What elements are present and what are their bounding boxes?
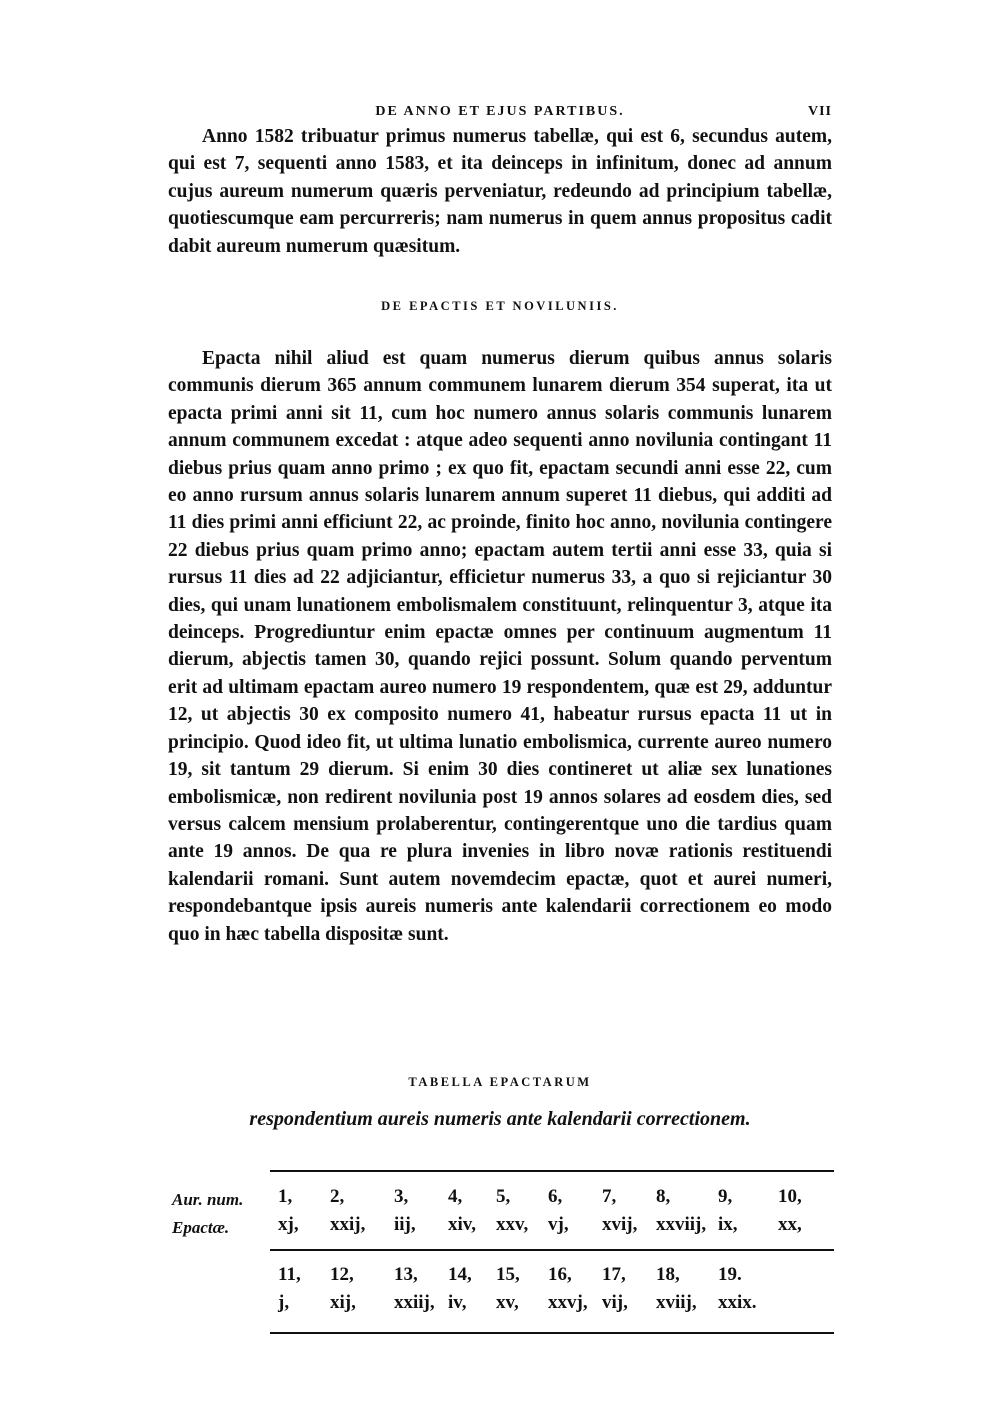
table-cell: xiv,: [448, 1214, 476, 1235]
table-cell: xxij,: [330, 1214, 366, 1235]
table-title: TABELLA EPACTARUM: [408, 1075, 592, 1089]
table-cell: 19.: [718, 1264, 742, 1285]
page-number: VII: [807, 104, 832, 119]
table-rule-top: [270, 1170, 834, 1172]
table-cell: 6,: [548, 1186, 563, 1207]
table-cell: 18,: [656, 1264, 680, 1285]
table-cell: 2,: [330, 1186, 345, 1207]
table-cell: 12,: [330, 1264, 354, 1285]
table-rule-middle: [270, 1249, 834, 1251]
row-label-epactae: Epactæ.: [172, 1218, 230, 1237]
running-head-title: DE ANNO ET EJUS PARTIBUS.: [375, 104, 625, 119]
section-heading-epacts: DE EPACTIS ET NOVILUNIIS.: [381, 299, 619, 313]
table-cell: xj,: [278, 1214, 299, 1235]
table-cell: 7,: [602, 1186, 617, 1207]
table-cell: 8,: [656, 1186, 671, 1207]
table-cell: vij,: [602, 1292, 628, 1313]
table-subtitle: respondentium aureis numeris ante kalendarii correctionem.: [249, 1108, 751, 1130]
table-cell: xij,: [330, 1292, 356, 1313]
table-rule-bottom: [270, 1332, 834, 1334]
table-cell: xx,: [778, 1214, 802, 1235]
table-cell: 13,: [394, 1264, 418, 1285]
table-cell: 9,: [718, 1186, 733, 1207]
table-cell: xviij,: [656, 1292, 697, 1313]
table-cell: xxix.: [718, 1292, 757, 1313]
table-cell: 14,: [448, 1264, 472, 1285]
table-row-epactae-1: [278, 1214, 838, 1240]
table-cell: 3,: [394, 1186, 409, 1207]
table-cell: j,: [278, 1292, 290, 1313]
table-cell: 4,: [448, 1186, 463, 1207]
table-cell: xxv,: [496, 1214, 529, 1235]
table-row-epactae-2: [278, 1292, 838, 1318]
table-cell: xxiij,: [394, 1292, 435, 1313]
table-cell: 17,: [602, 1264, 626, 1285]
table-cell: xxvj,: [548, 1292, 588, 1313]
table-cell: xvij,: [602, 1214, 638, 1235]
table-cell: 11,: [278, 1264, 301, 1285]
table-cell: iv,: [448, 1292, 467, 1313]
table-cell: vj,: [548, 1214, 569, 1235]
paragraph-epacts: Epacta nihil aliud est quam numerus dierum quibus annus solaris communis dierum 365 annum communem lunarem dierum 354 superat, ita ut epacta primi anni sit 11, cum hoc numero annus solaris communis lunarem annum communem excedat : atque adeo sequenti anno novilunia contingant 11 diebus prius quam anno primo ; ex quo fit, epactam secundi anni esse 22, cum eo anno rursum annus solaris lunarem annum superet 11 diebus, qui additi ad 11 dies primi anni efficiunt 22, ac proinde, finito hoc anno, novilunia contingere 22 diebus prius quam primo anno; epactam autem tertii anni esse 33, quia si rursus 11 dies ad 22 adjiciantur, efficietur numerus 33, a quo si rejiciantur 30 dies, qui unam lunationem embolismalem constituunt, relinquentur 3, atque ita deinceps. Progrediuntur enim epactæ omnes per continuum augmentum 11 dierum, abjectis tamen 30, quando rejici possunt. Solum quando perventum erit ad ultimam epactam aureo numero 19 respondentem, quæ est 29, adduntur 12, ut abjectis 30 ex composito numero 41, habeatur rursus epacta 11 ut in principio. Quod ideo fit, ut ultima lunatio embolismica, currente aureo numero 19, sit tantum 29 dierum. Si enim 30 dies contineret ut aliæ sex lunationes embolismicæ, non redirent novilunia post 19 annos solares ad eosdem dies, sed versus calcem mensium prolaberentur, contingerentque uno die tardius quam ante 19 annos. De qua re plura invenies in libro novæ rationis restituendi kalendarii romani. Sunt autem novemdecim epactæ, quot et aurei numeri, respondebantque ipsis aureis numeris ante kalendarii correctionem eo modo quo in hæc tabella dispositæ sunt.: [168, 348, 832, 945]
table-cell: xxviij,: [656, 1214, 707, 1235]
table-row-aurei-numeri-2: [278, 1264, 838, 1290]
table-row-aurei-numeri-1: [278, 1186, 838, 1212]
row-label-aureus-numerus: Aur. num.: [172, 1190, 244, 1209]
table-cell: ix,: [718, 1214, 738, 1235]
table-cell: 1,: [278, 1186, 293, 1207]
table-cell: iij,: [394, 1214, 416, 1235]
table-cell: 15,: [496, 1264, 520, 1285]
table-cell: 10,: [778, 1186, 802, 1207]
table-cell: 16,: [548, 1264, 572, 1285]
paragraph-aureus-numerus: Anno 1582 tribuatur primus numerus tabellæ, qui est 6, secundus autem, qui est 7, sequenti anno 1583, et ita deinceps in infinitum, donec ad annum cujus aureum numerum quæris perveniatur, redeundo ad principium tabellæ, quotiescumque eam percurreris; nam numerus in quem annus propositus cadit dabit aureum numerum quæsitum.: [168, 126, 832, 257]
table-cell: xv,: [496, 1292, 519, 1313]
table-cell: 5,: [496, 1186, 511, 1207]
